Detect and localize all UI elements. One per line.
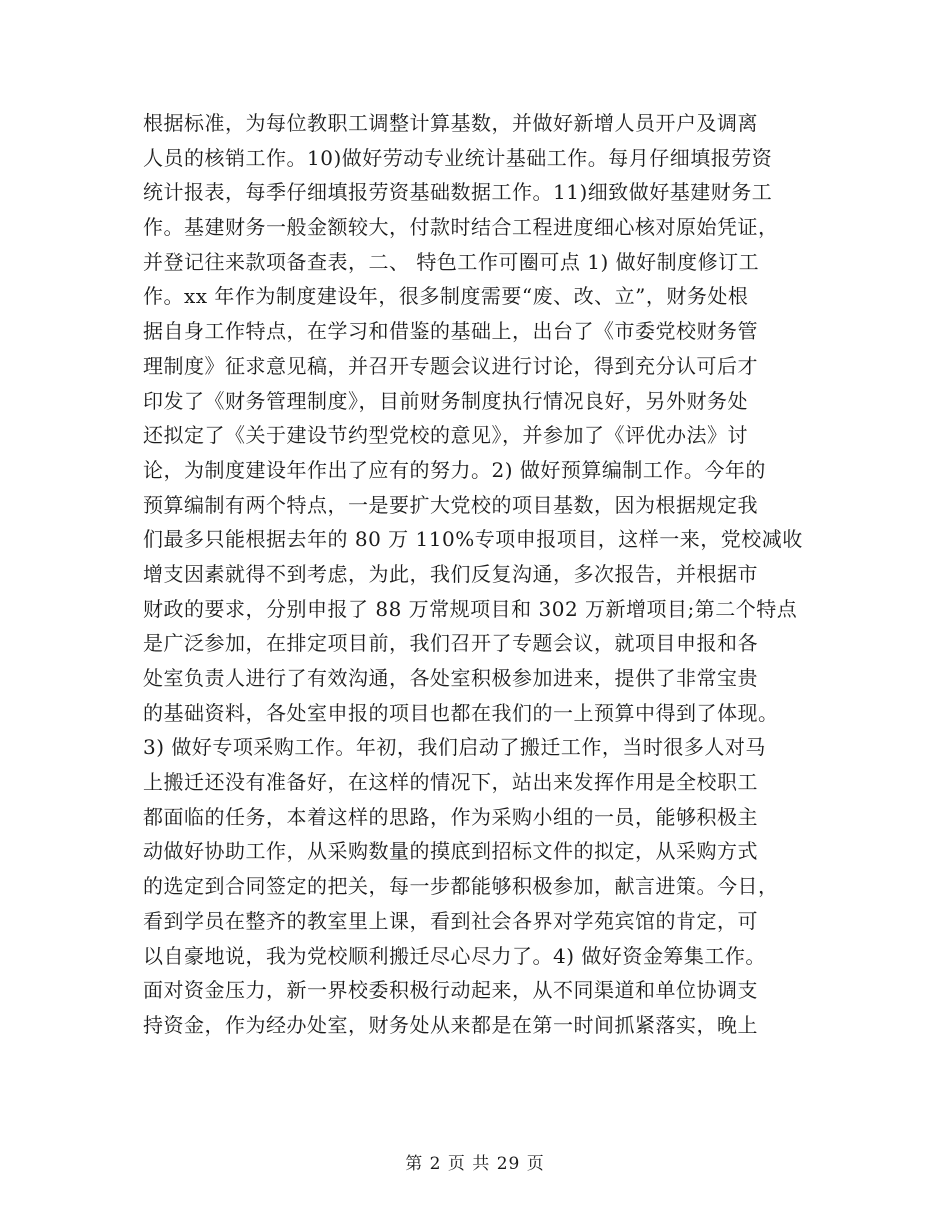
- text-line: 上搬迁还没有准备好，在这样的情况下，站出来发挥作用是全校职工: [143, 770, 758, 795]
- text-line: 持资金，作为经办处室，财务处从来都是在第一时间抓紧落实，晚上: [143, 1012, 758, 1037]
- text-line: 的基础资料，各处室申报的项目也都在我们的一上预算中得到了体现。: [143, 700, 779, 725]
- text-line: 面对资金压力，新一界校委积极行动起来，从不同渠道和单位协调支: [143, 978, 758, 1003]
- text-line: 的选定到合同签定的把关，每一步都能够积极参加，献言进策。今日，: [143, 874, 779, 899]
- page-number-footer: 第 2 页 共 29 页: [405, 1154, 545, 1174]
- text-line: 作。基建财务一般金额较大，付款时结合工程进度细心核对原始凭证，: [143, 215, 779, 240]
- text-line: 根据标准，为每位教职工调整计算基数，并做好新增人员开户及调离: [143, 111, 758, 135]
- text-line: 统计报表，每季仔细填报劳资基础数据工作。11)细致做好基建财务工: [143, 180, 773, 205]
- text-line: 们最多只能根据去年的 80 万 110%专项申报项目，这样一来，党校减收: [143, 527, 803, 552]
- text-line: 人员的核销工作。10)做好劳动专业统计基础工作。每月仔细填报劳资: [143, 145, 773, 170]
- text-line: 处室负责人进行了有效沟通，各处室积极参加进来，提供了非常宝贵: [143, 666, 758, 690]
- text-line: 都面临的任务，本着这样的思路，作为采购小组的一员，能够积极主: [143, 804, 758, 829]
- text-line: 看到学员在整齐的教室里上课，看到社会各界对学苑宾馆的肯定，可: [143, 908, 758, 933]
- text-line: 以自豪地说，我为党校顺利搬迁尽心尽力了。4) 做好资金筹集工作。: [143, 943, 766, 968]
- text-line: 理制度》征求意见稿，并召开专题会议进行讨论，得到充分认可后才: [143, 353, 758, 378]
- text-line: 3) 做好专项采购工作。年初，我们启动了搬迁工作，当时很多人对马: [143, 735, 766, 760]
- text-line: 预算编制有两个特点，一是要扩大党校的项目基数，因为根据规定我: [143, 492, 758, 517]
- text-line: 据自身工作特点，在学习和借鉴的基础上，出台了《市委党校财务管: [143, 319, 758, 344]
- text-line: 还拟定了《关于建设节约型党校的意见》，并参加了《评优办法》讨: [143, 423, 748, 448]
- body-text: [143, 106, 823, 1043]
- text-line: 论，为制度建设年作出了应有的努力。2) 做好预算编制工作。今年的: [143, 457, 766, 482]
- text-line: 并登记往来款项备查表，二、 特色工作可圈可点 1) 做好制度修订工: [143, 249, 760, 274]
- text-line: 作。xx 年作为制度建设年，很多制度需要“废、改、立”，财务处根: [143, 284, 749, 309]
- text-line: 是广泛参加，在排定项目前，我们召开了专题会议，就项目申报和各: [143, 631, 758, 656]
- text-line: 动做好协助工作，从采购数量的摸底到招标文件的拟定，从采购方式: [143, 839, 758, 864]
- text-line: 增支因素就得不到考虑，为此，我们反复沟通，多次报告，并根据市: [143, 561, 758, 586]
- text-line: 财政的要求，分别申报了 88 万常规项目和 302 万新增项目;第二个特点: [143, 596, 798, 621]
- text-line: 印发了《财务管理制度》，目前财务制度执行情况良好，另外财务处: [143, 388, 748, 413]
